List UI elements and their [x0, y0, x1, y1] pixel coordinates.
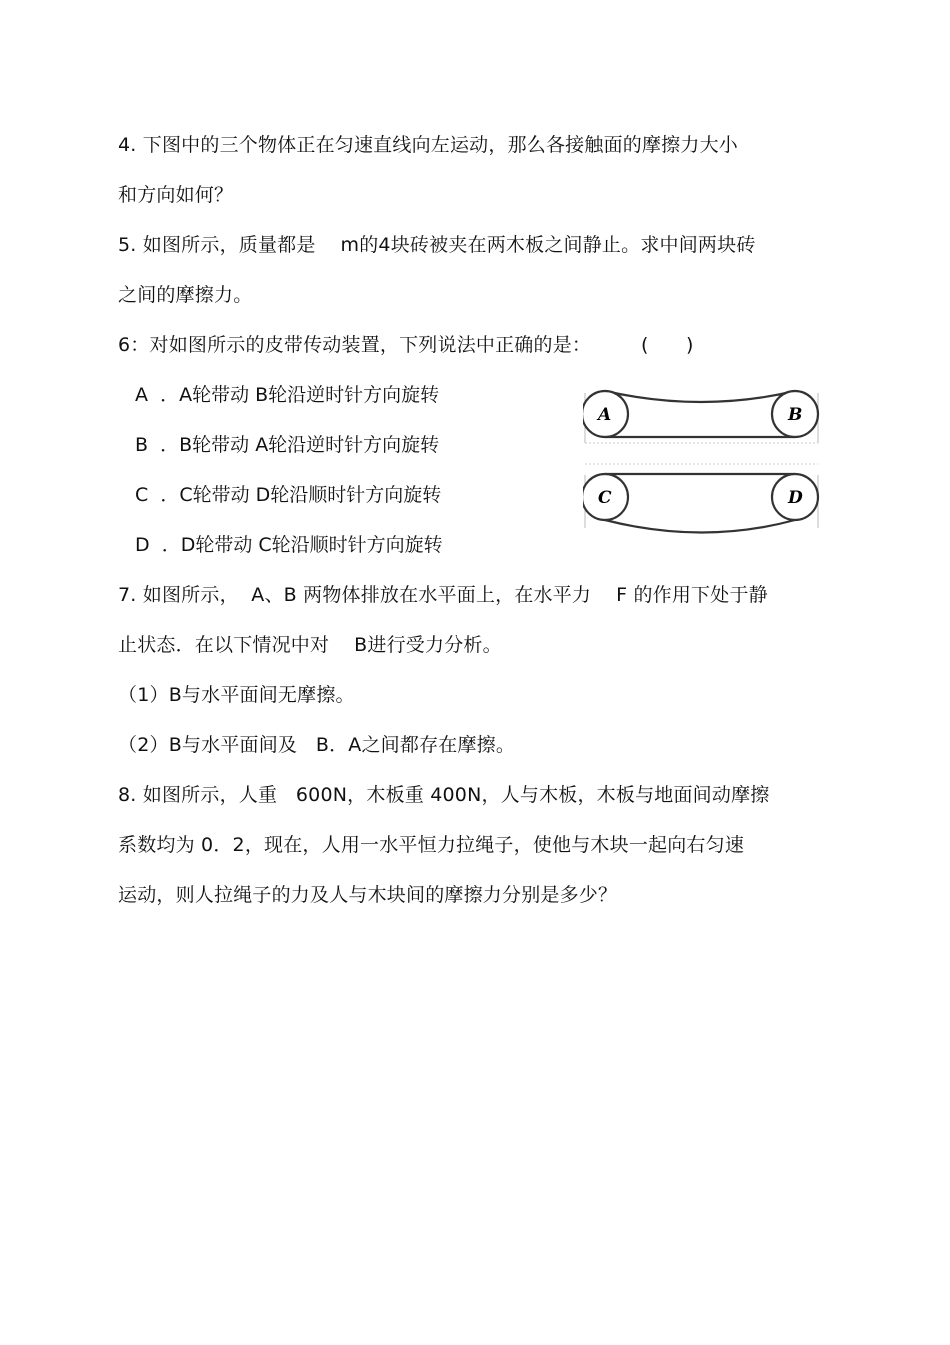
q6-option-d: D ．D轮带动 C轮沿顺时针方向旋转	[135, 534, 443, 556]
pulley-d-label: D	[788, 488, 803, 508]
q6-stem: 6：对如图所示的皮带传动装置，下列说法中正确的是： ( )	[118, 334, 694, 356]
pulley-a-label: A	[598, 405, 612, 425]
pulley-b-label: B	[788, 405, 803, 425]
q4-text-line-2: 和方向如何？	[118, 184, 234, 206]
q7-sub-2: （2）B与水平面间及 B．A之间都存在摩擦。	[118, 734, 516, 756]
q5-text-line-1: 5. 如图所示，质量都是 m的4块砖被夹在两木板之间静止。求中间两块砖	[118, 234, 756, 256]
belt-drive-diagram	[583, 383, 823, 543]
q7-text-line-1: 7. 如图所示， A、B 两物体排放在水平面上，在水平力 F 的作用下处于静	[118, 584, 768, 606]
belt-cd-lower	[605, 520, 795, 533]
q6-option-c: C ．C轮带动 D轮沿顺时针方向旋转	[135, 484, 442, 506]
q7-text-line-2: 止状态．在以下情况中对 B进行受力分析。	[118, 634, 502, 656]
q8-text-line-2: 系数均为 0．2，现在，人用一水平恒力拉绳子，使他与木块一起向右匀速	[118, 834, 745, 856]
pulley-c-label: C	[598, 488, 612, 508]
q5-text-line-2: 之间的摩擦力。	[118, 284, 253, 306]
q6-option-a: A ．A轮带动 B轮沿逆时针方向旋转	[135, 384, 440, 406]
q4-text-line-1: 4. 下图中的三个物体正在匀速直线向左运动，那么各接触面的摩擦力大小	[118, 134, 738, 156]
q6-option-b: B ．B轮带动 A轮沿逆时针方向旋转	[135, 434, 440, 456]
q8-text-line-1: 8. 如图所示，人重 600N，木板重 400N，人与木板，木板与地面间动摩擦	[118, 784, 770, 806]
q8-text-line-3: 运动，则人拉绳子的力及人与木块间的摩擦力分别是多少？	[118, 884, 618, 906]
belt-ab-upper	[605, 391, 795, 402]
q7-sub-1: （1）B与水平面间无摩擦。	[118, 684, 355, 706]
